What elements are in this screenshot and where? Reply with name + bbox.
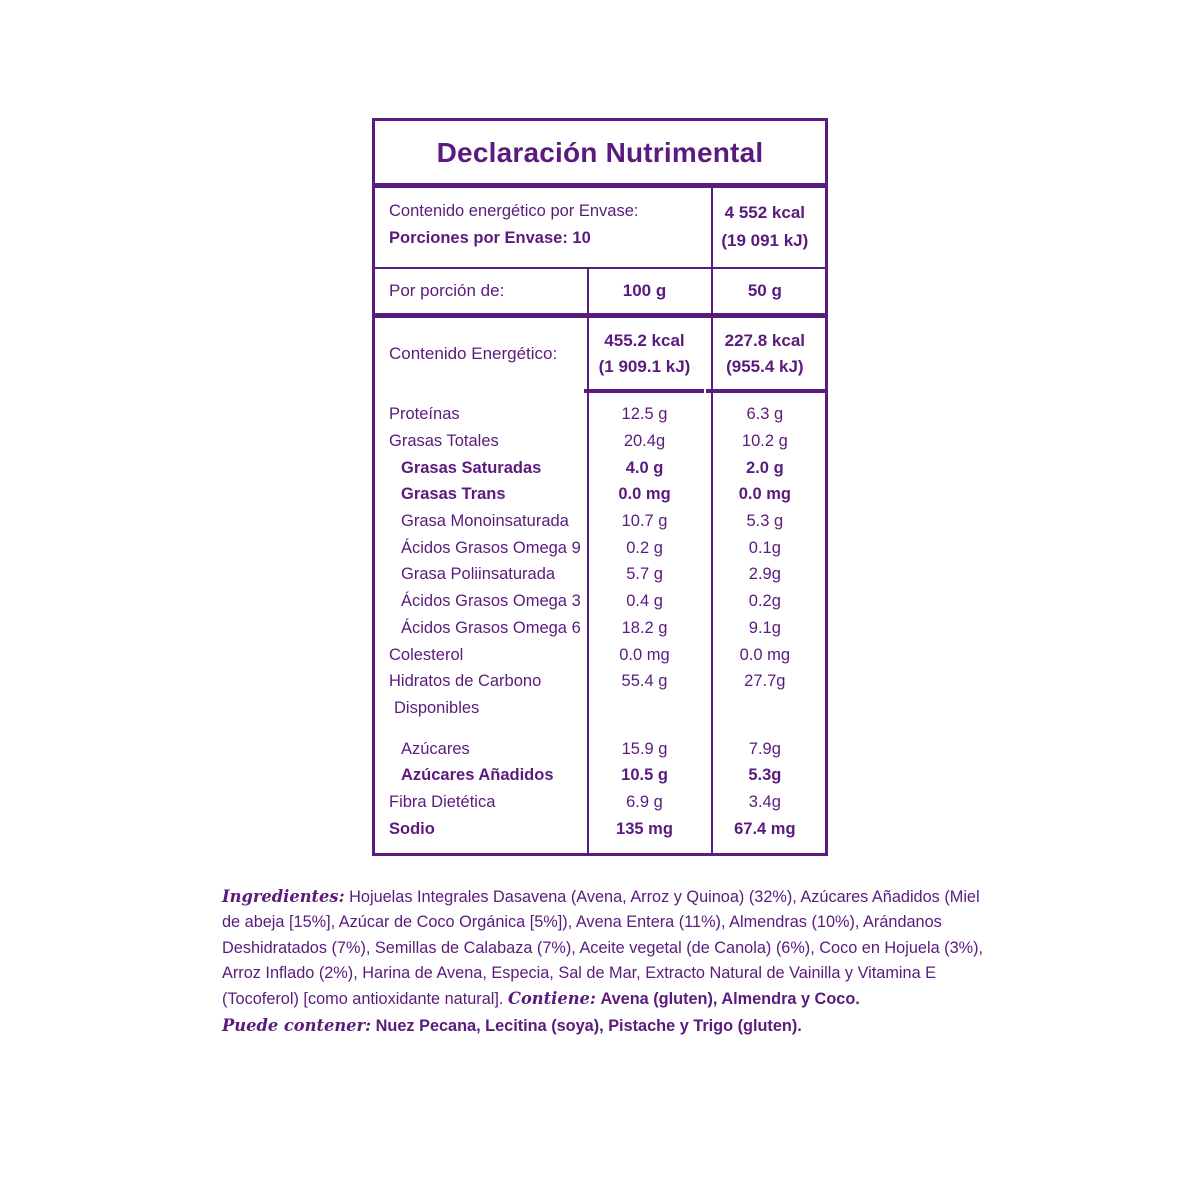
table-row <box>375 762 825 789</box>
nutrient-col2: 0.2g <box>748 592 781 611</box>
package-energy-kcal: 4 552 kcal <box>724 203 805 222</box>
nutrient-col2: 3.4g <box>748 793 781 812</box>
nutrient-label: Fibra Dietética <box>389 793 496 812</box>
vertical-divider-left <box>587 393 589 853</box>
energy-section <box>375 318 825 389</box>
ingredients-heading: Ingredientes: <box>222 887 345 906</box>
nutrient-col1: 12.5 g <box>621 405 668 424</box>
nutrient-col2: 10.2 g <box>741 431 788 450</box>
energy-col2-kcal: 227.8 kcal <box>724 331 805 351</box>
table-row <box>375 668 825 695</box>
table-row <box>375 642 825 669</box>
table-row <box>375 816 825 843</box>
nutrient-col2: 0.1g <box>748 538 781 557</box>
portion-label: Por porción de: <box>389 281 505 301</box>
nutrient-col2: 7.9g <box>748 739 781 758</box>
nutrient-label: Sodio <box>389 819 435 838</box>
nutrient-label: Ácidos Grasos Omega 9 <box>401 538 581 557</box>
energy-label: Contenido Energético: <box>389 343 558 363</box>
vertical-divider-left <box>587 318 589 389</box>
table-row <box>375 615 825 642</box>
nutrient-label: Disponibles <box>394 699 480 717</box>
energy-col2-kj: (955.4 kJ) <box>726 356 804 376</box>
table-row <box>375 695 825 722</box>
nutrient-label: Azúcares Añadidos <box>401 766 554 785</box>
nutrient-label: Grasas Trans <box>401 485 506 504</box>
nutrient-col1: 0.0 mg <box>619 645 670 664</box>
nutrient-col2: 5.3 g <box>746 511 784 530</box>
table-row <box>375 588 825 615</box>
may-contain-text: Nuez Pecana, Lecitina (soya), Pistache y Trigo (gluten). <box>375 1017 802 1036</box>
nutrient-col2: 27.7g <box>744 672 786 691</box>
table-row <box>375 481 825 508</box>
nutrient-col1: 6.9 g <box>626 793 663 812</box>
nutrient-col2: 0.0 mg <box>739 645 791 664</box>
energy-col1-kcal: 455.2 kcal <box>604 331 685 351</box>
nutrient-col1: 10.7 g <box>621 511 668 530</box>
contains-text: Avena (gluten), Almendra y Coco. <box>600 990 860 1008</box>
energy-col1-kj: (1 909.1 kJ) <box>598 356 691 376</box>
ingredients-text: Hojuelas Integrales Dasavena (Avena, Arroz y Quinoa) (32%), Azúcares Añadidos (Miel de abeja [15%], Azúcar de Coco Orgánica [5%]), Avena Entera (11%), Almendras (10%), Arándanos Deshidratados (7%), Semillas de Calabaza (7%), Aceite vegetal (de Canola) (6%), Coco en Hojuela (3%), Arroz Inflado (2%), Harina de Avena, Especia, Sal de Mar, Extracto Natural de Vainilla y Vitamina E (Tocoferol) [como antioxidante natural]. <box>222 888 984 1008</box>
contains-heading: Contiene: <box>507 989 596 1008</box>
nutrient-col1: 15.9 g <box>621 739 668 758</box>
nutrient-label: Proteínas <box>389 405 460 424</box>
vertical-divider-right <box>711 188 713 267</box>
nutrient-label: Ácidos Grasos Omega 6 <box>401 618 581 637</box>
nutrient-col2 <box>705 695 825 722</box>
nutrient-col1: 10.5 g <box>621 766 668 785</box>
ingredients-paragraph <box>222 884 984 1012</box>
table-row <box>375 736 825 763</box>
nutrient-col2: 0.0 mg <box>738 485 791 504</box>
nutrient-col2: 2.9g <box>748 565 781 584</box>
table-row <box>375 428 825 455</box>
vertical-divider-left <box>587 269 589 313</box>
portion-header-section <box>375 269 825 313</box>
package-energy-section <box>375 188 825 267</box>
nutrient-col1: 4.0 g <box>625 458 664 477</box>
table-row <box>375 401 825 428</box>
table-row <box>375 561 825 588</box>
nutrient-col2: 67.4 mg <box>734 819 796 838</box>
nutrient-col1: 0.2 g <box>626 538 663 557</box>
nutrient-col2: 5.3g <box>748 766 782 785</box>
nutrient-col1: 0.0 mg <box>618 485 671 504</box>
nutrient-label: Azúcares <box>401 739 470 758</box>
nutrient-label: Grasa Monoinsaturada <box>401 511 569 530</box>
nutrient-col1: 20.4g <box>623 431 666 450</box>
panel-title: Declaración Nutrimental <box>436 137 764 168</box>
table-row <box>375 535 825 562</box>
nutrient-label: Grasas Totales <box>389 431 499 450</box>
portion-col1: 100 g <box>622 281 667 301</box>
portion-col2: 50 g <box>747 281 782 301</box>
nutrient-col2: 6.3 g <box>746 405 784 424</box>
vertical-divider-right <box>711 318 713 389</box>
may-contain-heading: Puede contener: <box>222 1016 372 1036</box>
vertical-divider-right <box>711 393 713 853</box>
nutrient-col1: 18.2 g <box>621 618 668 637</box>
table-row <box>375 508 825 535</box>
package-energy-kj: (19 091 kJ) <box>721 231 809 251</box>
nutrient-col1: 55.4 g <box>621 672 668 691</box>
ingredients-block <box>222 884 984 1040</box>
nutrient-col2: 9.1g <box>748 618 781 637</box>
nutrient-col1 <box>584 695 704 722</box>
nutrient-label: Ácidos Grasos Omega 3 <box>401 592 581 611</box>
package-servings-label: Porciones por Envase: 10 <box>389 229 591 248</box>
nutrient-table <box>375 393 825 853</box>
vertical-divider-right <box>711 269 713 313</box>
may-contain-paragraph <box>222 1013 984 1039</box>
nutrition-panel <box>372 118 828 856</box>
nutrient-label: Grasa Poliinsaturada <box>401 565 556 584</box>
nutrient-col2: 2.0 g <box>746 458 784 477</box>
nutrient-col1: 0.4 g <box>626 592 663 611</box>
nutrient-col1: 135 mg <box>616 819 673 838</box>
nutrient-label: Grasas Saturadas <box>401 458 542 477</box>
nutrient-col1: 5.7 g <box>626 565 663 584</box>
table-row <box>375 789 825 816</box>
nutrient-label: Hidratos de Carbono <box>389 672 542 691</box>
table-row <box>375 455 825 482</box>
package-energy-label: Contenido energético por Envase: <box>389 202 639 220</box>
nutrient-label: Colesterol <box>389 645 464 664</box>
